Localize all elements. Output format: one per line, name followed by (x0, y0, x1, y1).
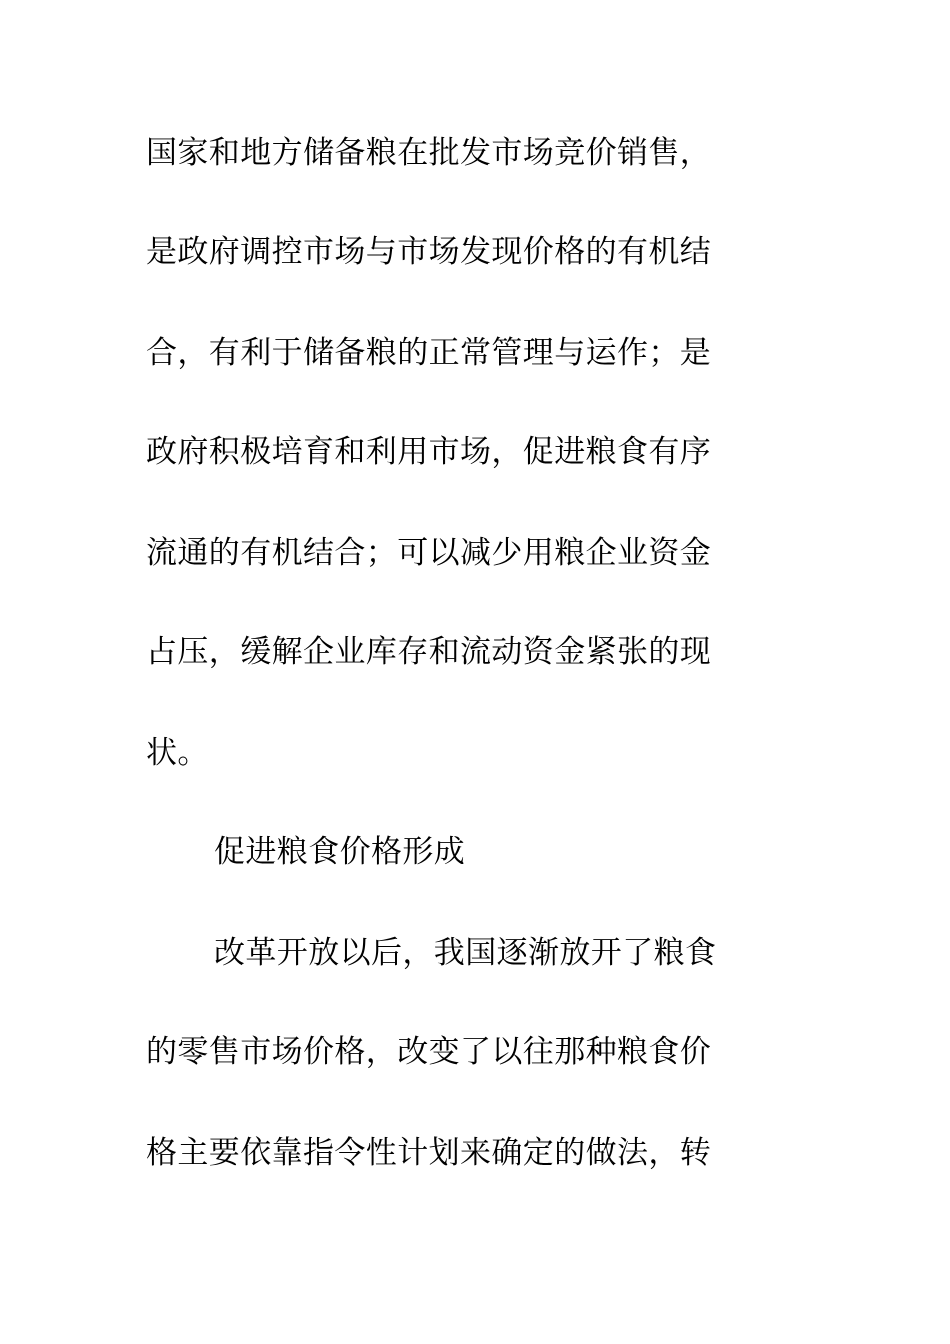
paragraph-1-line-5: 流通的有机结合；可以减少用粮企业资金 (146, 535, 712, 571)
paragraph-1-line-1: 国家和地方储备粮在批发市场竞价销售， (146, 135, 712, 171)
paragraph-1-line-7: 状。 (146, 735, 209, 771)
paragraph-1-line-3: 合，有利于储备粮的正常管理与运作；是 (146, 335, 712, 371)
section-heading: 促进粮食价格形成 (214, 834, 466, 870)
paragraph-1-line-6: 占压，缓解企业库存和流动资金紧张的现 (146, 634, 712, 670)
paragraph-1-line-2: 是政府调控市场与市场发现价格的有机结 (146, 234, 712, 270)
paragraph-2-line-2: 的零售市场价格，改变了以往那种粮食价 (146, 1034, 712, 1070)
paragraph-2-line-3: 格主要依靠指令性计划来确定的做法，转 (146, 1135, 712, 1171)
paragraph-2-line-1: 改革开放以后，我国逐渐放开了粮食 (214, 935, 717, 971)
paragraph-1-line-4: 政府积极培育和利用市场，促进粮食有序 (146, 434, 712, 470)
